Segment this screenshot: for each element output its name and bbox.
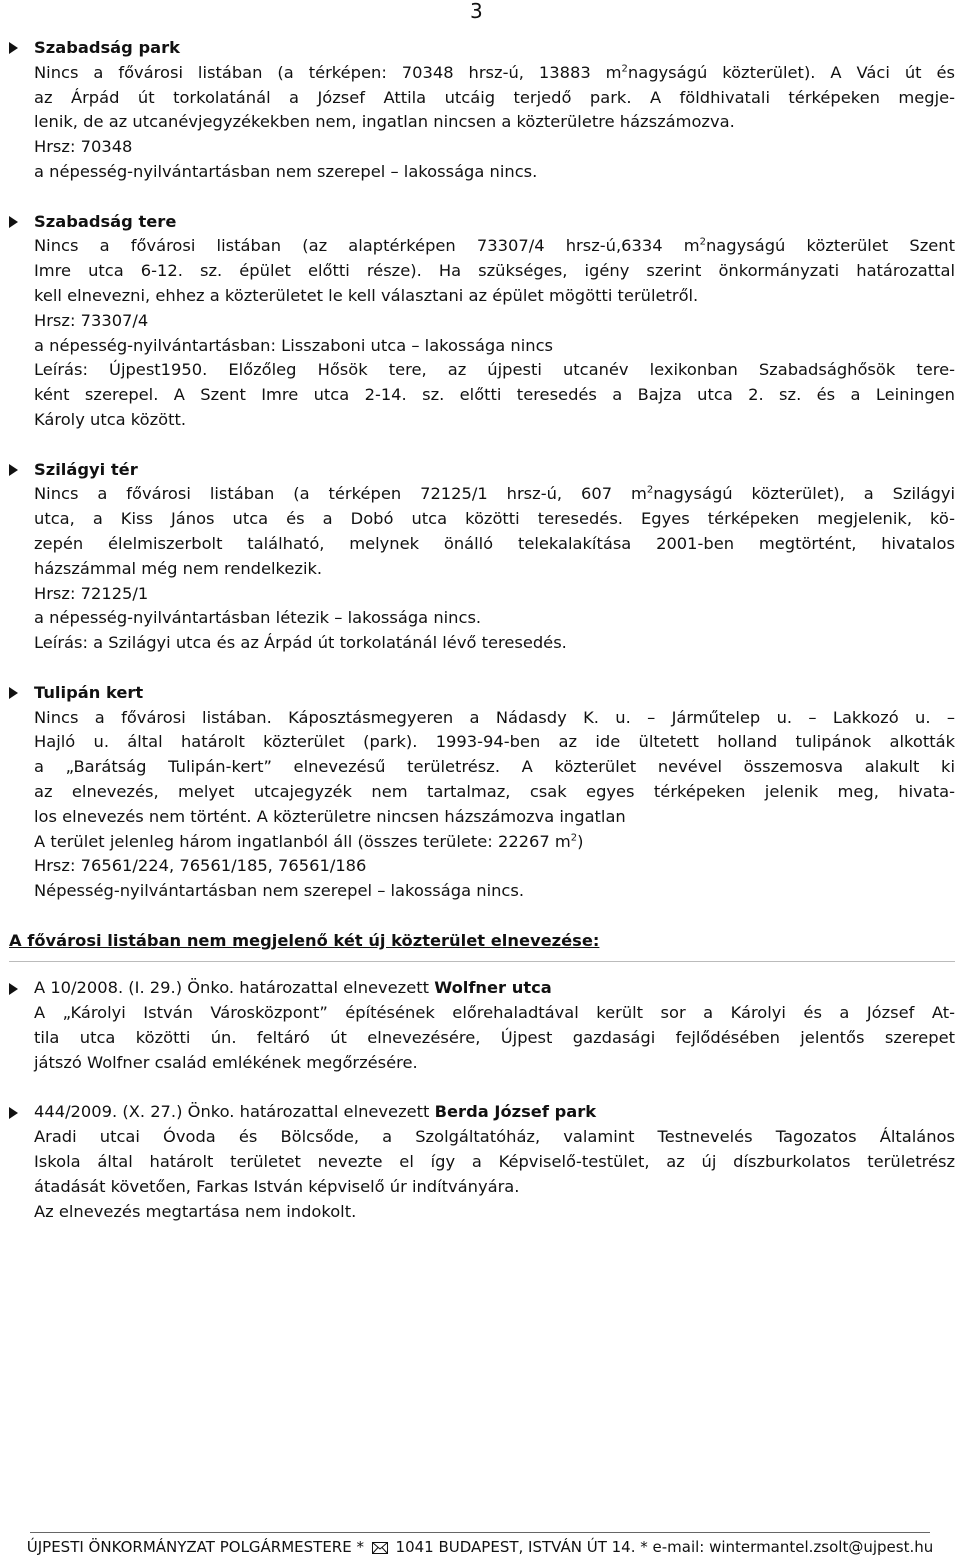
text-line: az elnevezés, melyet utcajegyzék nem tartalmaz, csak egyes térképeken jelenik meg, hivata- bbox=[34, 781, 955, 801]
text-line: Népesség-nyilvántartásban nem szerepel – lakossága nincs. bbox=[34, 881, 525, 901]
section-title: Tulipán kert bbox=[34, 682, 144, 702]
street-sections bbox=[9, 36, 955, 904]
resolution-ref: A 10/2008. (I. 29.) Önko. határozattal elnevezett bbox=[34, 978, 435, 998]
text-line: Imre utca 6-12. sz. épület előtti része). Ha szükséges, igény szerint önkormányzati határozattal bbox=[34, 261, 955, 281]
text-line: utca, a Kiss János utca és a Dobó utca közötti teresedés. Egyes térképeken megjelenik, kö- bbox=[34, 509, 955, 529]
section-title: Szabadság tere bbox=[34, 211, 177, 231]
text-line: los elnevezés nem történt. A közterületre nincsen házszámozva ingatlan bbox=[34, 806, 626, 826]
text-line: Hrsz: 76561/224, 76561/185, 76561/186 bbox=[34, 856, 367, 876]
new-name-entry bbox=[9, 976, 955, 1075]
text-line: Leírás: a Szilágyi utca és az Árpád út torkolatánál lévő teresedés. bbox=[34, 633, 567, 653]
section-head bbox=[9, 36, 955, 61]
text-line: az Árpád út torkolatánál a József Attila utcáig terjedő park. A földhivatali térképeken megje- bbox=[34, 87, 955, 107]
section-head bbox=[9, 681, 955, 706]
footer-right: 1041 BUDAPEST, ISTVÁN ÚT 14. * e-mail: wintermantel.zsolt@ujpest.hu bbox=[395, 1538, 934, 1556]
text-line: a népesség-nyilvántartásban nem szerepel – lakossága nincs. bbox=[34, 161, 538, 181]
bullet-arrow-icon bbox=[9, 42, 18, 54]
new-name-entry bbox=[9, 1100, 955, 1224]
text-line: a népesség-nyilvántartásban létezik – lakossága nincs. bbox=[34, 608, 482, 628]
street-section bbox=[9, 681, 955, 904]
text-line: tila utca közötti ún. feltáró út elnevezésére, Újpest gazdasági fejlődésében jelentős szerepet bbox=[34, 1028, 955, 1048]
new-name: Wolfner utca bbox=[434, 978, 552, 998]
text-line: Hajló u. által határolt közterület (park). 1993-94-ben az ide ültetett holland tulipánok alkották bbox=[34, 732, 955, 752]
footer-rule bbox=[30, 1532, 930, 1533]
text-line: játszó Wolfner család emlékének megőrzésére. bbox=[34, 1052, 418, 1072]
section-title: Szilágyi tér bbox=[34, 459, 138, 479]
section-head bbox=[9, 458, 955, 483]
street-section bbox=[9, 458, 955, 656]
text-line: Iskola által határolt területet nevezte el így a Képviselő-testület, az új díszburkolatos területrész bbox=[34, 1152, 955, 1172]
bullet-arrow-icon bbox=[9, 464, 18, 476]
text-line: A „Károlyi István Városközpont” építésének előrehaladtával került sor a Károlyi és a József At- bbox=[34, 1003, 955, 1023]
bullet-arrow-icon bbox=[9, 1107, 18, 1119]
text-line: a népesség-nyilvántartásban: Lisszaboni utca – lakossága nincs bbox=[34, 335, 554, 355]
bullet-arrow-icon bbox=[9, 687, 18, 699]
text-line: Hrsz: 72125/1 bbox=[34, 583, 149, 603]
section-title: Szabadság park bbox=[34, 38, 180, 57]
envelope-icon bbox=[372, 1539, 388, 1559]
text-line: Nincs a fővárosi listában (a térképen: 70348 hrsz-ú, 13883 $m^2nagyságú$ közterület). A Váci út és bbox=[34, 62, 955, 82]
bullet-arrow-icon bbox=[9, 216, 18, 228]
text-line: lenik, de az utcanévjegyzékekben nem, ingatlan nincsen a közterületre házszámozva. bbox=[34, 112, 735, 132]
text-line: Leírás: Újpest1950. Előzőleg Hősök tere, az újpesti utcanév lexikonban Szabadsághősök tere- bbox=[34, 360, 955, 380]
footer bbox=[0, 1537, 960, 1559]
text-line: Hrsz: 70348 bbox=[34, 137, 133, 157]
entry-head bbox=[9, 976, 955, 1001]
text-line: Nincs a fővárosi listában (az alaptérképen 73307/4 hrsz-ú,6334 $m^2nagyságú$ közterület Szent bbox=[34, 236, 956, 256]
section-body bbox=[9, 482, 955, 656]
section-head bbox=[9, 210, 955, 235]
document-body bbox=[9, 36, 955, 1224]
new-names-list bbox=[9, 976, 955, 1224]
new-names-heading: A fővárosi listában nem megjelenő két új közterület elnevezése: bbox=[9, 930, 600, 950]
text-line: zepén élelmiszerbolt található, melynek önálló telekalakítása 2001-ben megtörtént, hivatalos bbox=[34, 533, 955, 553]
section-body bbox=[9, 706, 955, 904]
street-section bbox=[9, 36, 955, 185]
resolution-ref: 444/2009. (X. 27.) Önko. határozattal elnevezett bbox=[34, 1102, 435, 1122]
heading-rule bbox=[9, 961, 955, 962]
text-line: Nincs a fővárosi listában. Káposztásmegyeren a Nádasdy K. u. – Járműtelep u. – Lakkozó u. – bbox=[34, 707, 955, 727]
page-number: 3 bbox=[470, 0, 483, 23]
entry-head bbox=[9, 1100, 955, 1125]
text-line: a „Barátság Tulipán-kert” elnevezésű területrész. A közterület nevével összemosva alakult ki bbox=[34, 757, 955, 777]
footer-left: ÚJPESTI ÖNKORMÁNYZAT POLGÁRMESTERE * bbox=[26, 1538, 364, 1556]
text-line: A terület jelenleg három ingatlanból áll (összes területe: 22267 $m^2$) bbox=[34, 831, 584, 851]
entry-body bbox=[9, 1125, 955, 1224]
new-name: Berda József park bbox=[434, 1102, 597, 1122]
text-line: Károly utca között. bbox=[34, 409, 187, 429]
text-line: kell elnevezni, ehhez a közterületet le kell választani az épület mögötti területről. bbox=[34, 285, 699, 305]
entry-body bbox=[9, 1001, 955, 1075]
street-section bbox=[9, 210, 955, 433]
text-line: Hrsz: 73307/4 bbox=[34, 310, 149, 330]
text-line: Az elnevezés megtartása nem indokolt. bbox=[34, 1201, 357, 1221]
text-line: Nincs a fővárosi listában (a térképen 72125/1 hrsz-ú, 607 $m^2nagyságú$ közterület), a Szilágyi bbox=[34, 484, 955, 504]
text-line: ként szerepel. A Szent Imre utca 2-14. sz. előtti teresedés a Bajza utca 2. sz. és a Leiningen bbox=[34, 385, 955, 405]
text-line: átadását követően, Farkas István képviselő úr indítványára. bbox=[34, 1176, 520, 1196]
text-line: Aradi utcai Óvoda és Bölcsőde, a Szolgáltatóház, valamint Testnevelés Tagozatos Általános bbox=[34, 1127, 955, 1147]
section-body bbox=[9, 61, 955, 185]
bullet-arrow-icon bbox=[9, 983, 18, 995]
section-body bbox=[9, 234, 955, 432]
text-line: házszámmal még nem rendelkezik. bbox=[34, 558, 323, 578]
